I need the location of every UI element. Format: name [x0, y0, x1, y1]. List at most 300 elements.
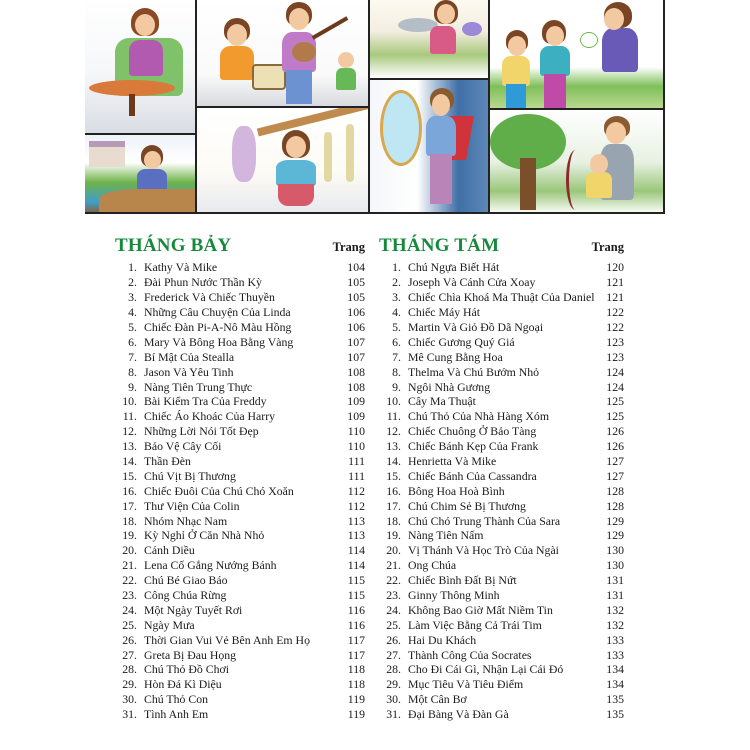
entry-title: Cho Đi Cái Gì, Nhận Lại Cái Đó [408, 662, 564, 677]
toc-entry[interactable] [379, 647, 624, 662]
entry-title: Chiếc Chìa Khoá Ma Thuật Của Daniel [408, 290, 595, 305]
entry-page-number: 115 [347, 573, 365, 588]
entry-number: 17. [122, 498, 137, 513]
entry-title: Nhóm Nhạc Nam [144, 513, 228, 528]
toc-entry[interactable] [379, 349, 624, 364]
entry-number: 1. [128, 260, 137, 275]
toc-entry[interactable] [115, 558, 365, 573]
entry-page-number: 128 [606, 483, 624, 498]
entry-page-number: 129 [606, 528, 624, 543]
entry-page-number: 104 [347, 260, 365, 275]
toc-entry[interactable] [379, 707, 624, 722]
entry-title: Một Ngày Tuyết Rơi [144, 602, 243, 617]
divider-v3 [488, 0, 490, 214]
entry-page-number: 126 [606, 439, 624, 454]
illustration-rabbit-stairs [196, 108, 368, 214]
entry-title: Cây Ma Thuật [408, 394, 476, 409]
toc-entry[interactable] [379, 290, 624, 305]
toc-entry[interactable] [115, 707, 365, 722]
entry-number: 26. [386, 632, 401, 647]
entry-number: 31. [122, 707, 137, 722]
entry-title: Chú Thỏ Con [144, 692, 209, 707]
entry-title: Không Bao Giờ Mất Niềm Tin [408, 602, 553, 617]
toc-entry[interactable] [379, 692, 624, 707]
entry-page-number: 125 [606, 409, 624, 424]
entry-title: Bông Hoa Hoà Bình [408, 483, 505, 498]
toc-entry[interactable] [379, 662, 624, 677]
entry-number: 4. [128, 305, 137, 320]
toc-entry[interactable] [115, 483, 365, 498]
toc-entry[interactable] [115, 632, 365, 647]
entry-number: 19. [386, 528, 401, 543]
toc-entry[interactable] [379, 275, 624, 290]
toc-entry[interactable] [115, 320, 365, 335]
toc-entry[interactable] [115, 498, 365, 513]
entry-page-number: 131 [606, 588, 624, 603]
entry-number: 2. [128, 275, 137, 290]
entry-page-number: 106 [347, 305, 365, 320]
entry-number: 6. [128, 334, 137, 349]
toc-entry[interactable] [115, 543, 365, 558]
entry-title: Chiếc Chuông Ở Bảo Tàng [408, 424, 537, 439]
entry-title: Frederick Và Chiếc Thuyền [144, 290, 275, 305]
toc-header [379, 232, 624, 256]
entry-number: 24. [386, 602, 401, 617]
entry-number: 13. [122, 439, 137, 454]
entry-title: Chiếc Máy Hát [408, 305, 481, 320]
toc-entry[interactable] [115, 275, 365, 290]
entry-title: Chú Ngựa Biết Hát [408, 260, 500, 275]
illustration-boy-boat [85, 135, 195, 214]
entry-page-number: 110 [347, 424, 365, 439]
bow [566, 150, 585, 210]
entry-number: 8. [128, 364, 137, 379]
illustration-girl-armchair [85, 0, 195, 133]
entry-number: 30. [122, 692, 137, 707]
entry-page-number: 127 [606, 468, 624, 483]
entry-page-number: 108 [347, 364, 365, 379]
illustration-banner [85, 0, 665, 214]
entry-page-number: 116 [347, 617, 365, 632]
entry-title: Hòn Đá Kì Diệu [144, 677, 222, 692]
girl-head [286, 136, 306, 158]
entry-number: 14. [122, 454, 137, 469]
toc-entry[interactable] [379, 528, 624, 543]
entry-number: 21. [386, 558, 401, 573]
girl-skirt [278, 184, 314, 206]
toc-entry[interactable] [379, 260, 624, 275]
table-leg [129, 94, 135, 116]
toy-rabbit [232, 126, 256, 182]
boy-2-body [540, 46, 570, 76]
toc-entry[interactable] [379, 454, 624, 469]
entry-number: 6. [392, 334, 401, 349]
entry-title: Bảo Vệ Cây Cối [144, 439, 222, 454]
toc-entry[interactable] [379, 558, 624, 573]
divider-h2 [196, 106, 369, 108]
girl-body [430, 26, 456, 54]
entry-page-number: 119 [347, 692, 365, 707]
guitar-neck [312, 16, 349, 39]
entry-page-number: 112 [347, 483, 365, 498]
entry-title: Chiếc Gương Quý Giá [408, 334, 515, 349]
entry-page-number: 123 [606, 349, 624, 364]
entry-number: 26. [122, 632, 137, 647]
entry-title: Chú Thỏ Của Nhà Hàng Xóm [408, 409, 550, 424]
entry-number: 12. [386, 424, 401, 439]
entry-page-number: 116 [347, 602, 365, 617]
page-column-label: Trang [332, 240, 365, 254]
entry-title: Greta Bị Đau Họng [144, 647, 237, 662]
toc-entry[interactable] [379, 305, 624, 320]
drum [252, 64, 286, 90]
entry-number: 10. [122, 394, 137, 409]
entry-number: 16. [122, 483, 137, 498]
toc-entry[interactable] [115, 677, 365, 692]
entry-number: 9. [392, 379, 401, 394]
entry-page-number: 133 [606, 632, 624, 647]
toc-entry[interactable] [115, 439, 365, 454]
toc-entry[interactable] [379, 498, 624, 513]
toc-entry[interactable] [115, 588, 365, 603]
entry-number: 15. [122, 468, 137, 483]
toc-entry[interactable] [115, 602, 365, 617]
girl-head [604, 8, 624, 30]
toc-header [115, 232, 365, 256]
entry-title: Ngôi Nhà Gương [408, 379, 491, 394]
boy-guitarist-head [289, 8, 309, 30]
entry-title: Henrietta Và Mike [408, 454, 497, 469]
entry-page-number: 113 [347, 513, 365, 528]
entry-title: Thelma Và Chú Bướm Nhỏ [408, 364, 540, 379]
entry-number: 12. [122, 424, 137, 439]
entry-page-number: 126 [606, 424, 624, 439]
entry-number: 11. [386, 409, 401, 424]
entry-number: 27. [386, 647, 401, 662]
boy-head [144, 151, 161, 169]
man-head [606, 122, 626, 144]
entry-number: 7. [128, 349, 137, 364]
entry-title: Jason Và Yêu Tinh [144, 364, 234, 379]
toc-entry[interactable] [115, 260, 365, 275]
entry-page-number: 135 [606, 692, 624, 707]
toc-entry[interactable] [115, 409, 365, 424]
entry-number: 8. [392, 364, 401, 379]
toc-entry[interactable] [379, 364, 624, 379]
toc-entry[interactable] [115, 334, 365, 349]
girl-body [129, 40, 163, 76]
entry-number: 31. [386, 707, 401, 722]
tree-trunk [520, 158, 536, 210]
entry-number: 19. [122, 528, 137, 543]
entry-number: 16. [386, 483, 401, 498]
entry-number: 10. [386, 394, 401, 409]
entry-title: Chiếc Bánh Của Cassandra [408, 468, 537, 483]
entry-title: Chú Bé Giao Báo [144, 573, 228, 588]
entry-number: 28. [122, 662, 137, 677]
divider-bottom [85, 212, 665, 214]
entry-title: Tình Anh Em [144, 707, 209, 722]
toc-entries [379, 260, 624, 722]
entry-page-number: 127 [606, 454, 624, 469]
entry-title: Hai Du Khách [408, 632, 477, 647]
entry-page-number: 120 [606, 260, 624, 275]
entry-page-number: 106 [347, 320, 365, 334]
entry-title: Kỳ Nghỉ Ở Căn Nhà Nhỏ [144, 528, 265, 543]
entry-number: 29. [386, 677, 401, 692]
toc-entry[interactable] [115, 424, 365, 439]
entry-title: Những Câu Chuyện Của Linda [144, 305, 291, 320]
entry-page-number: 118 [347, 662, 365, 677]
entry-title: Thành Công Của Socrates [408, 647, 532, 662]
entry-number: 23. [122, 588, 137, 603]
entry-page-number: 122 [606, 320, 624, 334]
entry-title: Chú Vịt Bị Thương [144, 468, 236, 483]
toc-entry[interactable] [379, 320, 624, 335]
entry-title: Làm Việc Bằng Cả Trái Tim [408, 617, 542, 632]
boy-guitarist-legs [286, 70, 312, 104]
entry-title: Thần Đèn [144, 454, 191, 469]
entry-number: 11. [122, 409, 137, 424]
entry-number: 3. [392, 290, 401, 305]
toc-entry[interactable] [115, 647, 365, 662]
divider-right [663, 0, 665, 214]
entry-page-number: 133 [606, 647, 624, 662]
toc-entry[interactable] [379, 409, 624, 424]
entry-number: 21. [122, 558, 137, 573]
toc-entry[interactable] [115, 513, 365, 528]
divider-h4 [490, 108, 665, 110]
entry-title: Chiếc Bánh Kẹp Của Frank [408, 439, 539, 454]
illustration-prince-mirror [370, 80, 488, 214]
baluster-2 [346, 124, 354, 182]
page-column-label: Trang [591, 240, 624, 254]
toc-entry[interactable] [379, 573, 624, 588]
entry-title: Chiếc Bình Đất Bị Nứt [408, 573, 517, 588]
boy-1-head [508, 36, 526, 56]
toc-entry[interactable] [115, 662, 365, 677]
toc-entry[interactable] [115, 364, 365, 379]
entry-number: 25. [386, 617, 401, 632]
toc-entry[interactable] [115, 692, 365, 707]
entry-title: Chú Thỏ Đồ Chơi [144, 662, 230, 677]
entry-title: Chiếc Áo Khoác Của Harry [144, 409, 276, 424]
entry-title: Cánh Diều [144, 543, 195, 558]
toc-entry[interactable] [115, 454, 365, 469]
entry-number: 24. [122, 602, 137, 617]
toc-entry[interactable] [379, 439, 624, 454]
entry-title: Nàng Tiên Trung Thực [144, 379, 253, 394]
toc-entry[interactable] [379, 543, 624, 558]
entry-number: 5. [128, 320, 137, 334]
entry-number: 14. [386, 454, 401, 469]
entry-page-number: 109 [347, 394, 365, 409]
toc-entry[interactable] [115, 379, 365, 394]
entry-number: 20. [386, 543, 401, 558]
toc-entry[interactable] [379, 677, 624, 692]
entry-title: Một Cân Bơ [408, 692, 467, 707]
boat [99, 189, 195, 214]
entry-page-number: 130 [606, 543, 624, 558]
entry-page-number: 112 [347, 498, 365, 513]
toc-entry[interactable] [379, 394, 624, 409]
entry-number: 22. [122, 573, 137, 588]
entry-title: Chú Chim Sẻ Bị Thương [408, 498, 526, 513]
entry-title: Joseph Và Cánh Cửa Xoay [408, 275, 536, 290]
baluster-1 [324, 132, 332, 182]
entry-page-number: 124 [606, 364, 624, 379]
flowers [462, 22, 482, 36]
entry-number: 17. [386, 498, 401, 513]
toc-entry[interactable] [379, 379, 624, 394]
toc-entry[interactable] [115, 349, 365, 364]
toc-entry[interactable] [379, 334, 624, 349]
entry-title: Đại Bàng Và Đàn Gà [408, 707, 509, 722]
entry-number: 20. [122, 543, 137, 558]
toc-entry[interactable] [379, 424, 624, 439]
boy-archer-body [586, 172, 612, 198]
entry-page-number: 117 [347, 647, 365, 662]
toc-entry[interactable] [115, 394, 365, 409]
entry-page-number: 129 [606, 513, 624, 528]
entry-page-number: 134 [606, 677, 624, 692]
entry-title: Thư Viện Của Colin [144, 498, 240, 513]
illustration-band-music [196, 0, 368, 107]
entry-page-number: 114 [347, 558, 365, 573]
girl-body [276, 160, 316, 186]
entry-page-number: 122 [606, 305, 624, 320]
entry-title: Chiếc Đuôi Của Chú Chó Xoăn [144, 483, 294, 498]
entry-page-number: 123 [606, 334, 624, 349]
entry-number: 30. [386, 692, 401, 707]
entry-number: 29. [122, 677, 137, 692]
divider-h1 [85, 133, 196, 135]
entry-title: Ong Chúa [408, 558, 457, 573]
illustration-girl-fountain [370, 0, 488, 78]
entry-title: Thời Gian Vui Vẻ Bên Anh Em Họ [144, 632, 310, 647]
entry-page-number: 134 [606, 662, 624, 677]
entry-title: Lena Cố Gắng Nướng Bánh [144, 558, 277, 573]
entry-page-number: 119 [347, 707, 365, 722]
entry-page-number: 124 [606, 379, 624, 394]
entry-number: 1. [392, 260, 401, 275]
entry-number: 18. [122, 513, 137, 528]
entry-number: 27. [122, 647, 137, 662]
month-heading: THÁNG TÁM [379, 235, 500, 256]
entry-page-number: 109 [347, 409, 365, 424]
illustration-children-flowers [490, 0, 665, 108]
boy-2-head [546, 26, 564, 46]
toc-entry[interactable] [379, 588, 624, 603]
toc-entry[interactable] [115, 528, 365, 543]
boy-1-body [502, 56, 530, 86]
girl-body [602, 28, 638, 72]
toc-entry[interactable] [115, 573, 365, 588]
entry-title: Mary Và Bông Hoa Bằng Vàng [144, 334, 294, 349]
toc-section-july [115, 232, 365, 722]
entry-title: Bí Mật Của Stealla [144, 349, 235, 364]
small-boy-body [336, 68, 356, 90]
entry-page-number: 108 [347, 379, 365, 394]
month-heading: THÁNG BẢY [115, 235, 232, 256]
toc-entry[interactable] [379, 468, 624, 483]
flower-bouquet [580, 32, 598, 48]
entry-number: 25. [122, 617, 137, 632]
prince-legs [430, 154, 452, 204]
entry-number: 18. [386, 513, 401, 528]
entry-title: Kathy Và Mike [144, 260, 218, 275]
divider-h3 [370, 78, 489, 80]
entry-page-number: 107 [347, 334, 365, 349]
entry-title: Mục Tiêu Và Tiêu Điểm [408, 677, 524, 692]
toc-entry[interactable] [115, 305, 365, 320]
toc-section-august [379, 232, 624, 722]
entry-title: Đài Phun Nước Thần Kỳ [144, 275, 262, 290]
entry-page-number: 105 [347, 275, 365, 290]
boy-drummer-body [220, 46, 254, 80]
entry-number: 9. [128, 379, 137, 394]
entry-number: 7. [392, 349, 401, 364]
illustration-archery-tree [490, 110, 665, 214]
prince-head [432, 94, 450, 116]
prince-body [426, 116, 456, 156]
entry-title: Nàng Tiên Nấm [408, 528, 484, 543]
toc-entry[interactable] [379, 632, 624, 647]
entry-number: 3. [128, 290, 137, 305]
entry-page-number: 135 [606, 707, 624, 722]
entry-title: Vị Thánh Và Học Trò Của Ngài [408, 543, 559, 558]
entry-page-number: 111 [348, 468, 365, 483]
toc-entry[interactable] [115, 468, 365, 483]
toc-entry[interactable] [115, 617, 365, 632]
entry-title: Công Chúa Rừng [144, 588, 227, 603]
entry-page-number: 121 [606, 290, 624, 305]
entry-page-number: 107 [347, 349, 365, 364]
entry-page-number: 130 [606, 558, 624, 573]
toc-entries [115, 260, 365, 722]
toc-entry[interactable] [379, 513, 624, 528]
entry-title: Những Lời Nói Tốt Đẹp [144, 424, 259, 439]
entry-number: 5. [392, 320, 401, 334]
entry-title: Chú Chó Trung Thành Của Sara [408, 513, 561, 528]
entry-page-number: 125 [606, 394, 624, 409]
entry-page-number: 118 [347, 677, 365, 692]
entry-number: 23. [386, 588, 401, 603]
entry-title: Ngày Mưa [144, 617, 195, 632]
toc-entry[interactable] [379, 483, 624, 498]
boy-archer-head [590, 154, 608, 174]
entry-number: 2. [392, 275, 401, 290]
toc-entry[interactable] [379, 617, 624, 632]
boy-drummer-head [227, 24, 247, 46]
entry-page-number: 128 [606, 498, 624, 513]
entry-page-number: 117 [347, 632, 365, 647]
toc-entry[interactable] [379, 602, 624, 617]
guitar [292, 42, 316, 62]
boy-1-legs [506, 84, 526, 108]
entry-number: 15. [386, 468, 401, 483]
entry-title: Ginny Thông Minh [408, 588, 500, 603]
entry-title: Chiếc Đàn Pi-A-Nô Màu Hồng [144, 320, 292, 334]
girl-head [437, 4, 455, 24]
toc-entry[interactable] [115, 290, 365, 305]
magic-mirror [380, 90, 422, 166]
entry-title: Bài Kiểm Tra Của Freddy [144, 394, 267, 409]
entry-page-number: 132 [606, 602, 624, 617]
entry-page-number: 105 [347, 290, 365, 305]
boy-2-legs [544, 74, 566, 108]
entry-page-number: 115 [347, 588, 365, 603]
